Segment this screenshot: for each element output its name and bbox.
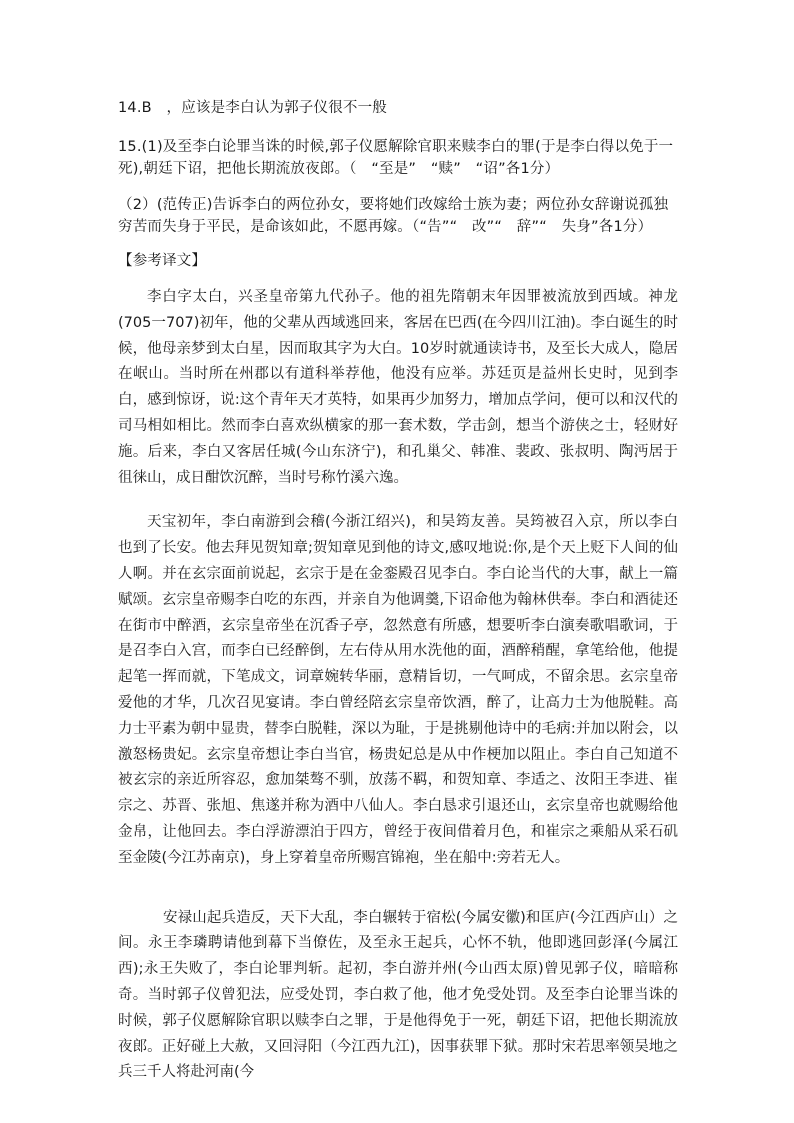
translation-paragraph-1: 李白字太白，兴圣皇帝第九代孙子。他的祖先隋朝末年因罪被流放到西域。神龙(705一707)初年，他的父辈从西域逃回来，客居在巴西(在今四川江油)。李白诞生的时候，他母亲梦到太白星，因而取其字为大白。10岁时就通读诗书，及至长大成人，隐居在岷山。当时所在州郡以有道科举荐他，他没有应举。苏廷页是益州长史时，见到李白，感到惊讶，说:这个青年天才英特，如果再少加努力，增加点学问，便可以和汉代的司马相如相比。然而李白喜欢纵横家的那一套术数，学击剑，想当个游侠之士，轻财好施。后来，李白又客居任城(今山东济宁)，和孔巢父、韩准、裴政、张叔明、陶沔居于徂徕山，成日酣饮沉醉，当时号称竹溪六逸。 — [118, 289, 678, 486]
answer-15-part-2: （2）(范传正)告诉李白的两位孙女，要将她们改嫁给士族为妻；两位孙女辞谢说孤独穷苦而失身于平民，是命该如此，不愿再嫁。（“告”“ 改”“ 辞”“ 失身”各1分） — [118, 197, 669, 235]
answer-15-part-1: 15.(1)及至李白论罪当诛的时候,郭子仪愿解除官职来赎李白的罪(于是李白得以免于一死),朝廷下诏，把他长期流放夜郎。（ “至是” “赎” “诏”各1分） — [118, 139, 674, 177]
answer-14: 14.B ，应该是李白认为郭子仪很不一般 — [118, 100, 388, 116]
document-page — [118, 94, 678, 1086]
reference-translation-title: 【参考译文】 — [118, 253, 207, 269]
translation-paragraph-3: 安禄山起兵造反，天下大乱，李白辗转于宿松(今属安徽)和匡庐(今江西庐山）之间。永王李璘聘请他到幕下当僚佐，及至永王起兵，心怀不轨，他即逃回彭泽(今属江西);永王失败了，李白论罪判斩。起初，李白游并州(今山西太原)曾见郭子仪，暗暗称奇。当时郭子仪曾犯法，应受处罚，李白救了他，他才免受处罚。及至李白论罪当诛的时候，郭子仪愿解除官职以赎李白之罪，于是他得免于一死，朝廷下诏，把他长期流放夜郎。正好碰上大赦，又回浔阳（今江西九江)，因事获罪下狱。那时宋若思率领吴地之兵三千人将赴河南(今 — [118, 909, 678, 1081]
translation-paragraph-2: 天宝初年，李白南游到会稽(今浙江绍兴)，和吴筠友善。吴筠被召入京，所以李白也到了长安。他去拜见贺知章;贺知章见到他的诗文,感叹地说:你,是个天上贬下人间的仙人啊。并在玄宗面前说起，玄宗于是在金銮殿召见李白。李白论当代的大事，献上一篇赋颂。玄宗皇帝赐李白吃的东西，并亲自为他调羹,下诏命他为翰林供奉。李白和酒徒还在街市中醉酒，玄宗皇帝坐在沉香子亭，忽然意有所感，想要听李白演奏歌唱歌词，于是召李白入宫，而李白已经醉倒，左右侍从用水洗他的面，酒醉稍醒，拿笔给他，他提起笔一挥而就，下笔成文，词章婉转华丽，意精旨切，一气呵成，不留余思。玄宗皇帝爱他的才华，几次召见宴请。李白曾经陪玄宗皇帝饮酒，醉了，让高力士为他脱鞋。高力士平素为朝中显贵，替李白脱鞋，深以为耻，于是挑剔他诗中的毛病:并加以附会，以激怒杨贵妃。玄宗皇帝想让李白当官，杨贵妃总是从中作梗加以阻止。李白自己知道不被玄宗的亲近所容忍，愈加桀骜不驯，放荡不羁，和贺知章、李适之、汝阳王李进、崔宗之、苏晋、张旭、焦遂并称为酒中八仙人。李白恳求引退还山，玄宗皇帝也就赐给他金帛，让他回去。李白浮游漂泊于四方，曾经于夜间借着月色，和崔宗之乘船从采石矶至金陵(今江苏南京)，身上穿着皇帝所赐宫锦袍，坐在船中:旁若无人。 — [118, 514, 678, 866]
